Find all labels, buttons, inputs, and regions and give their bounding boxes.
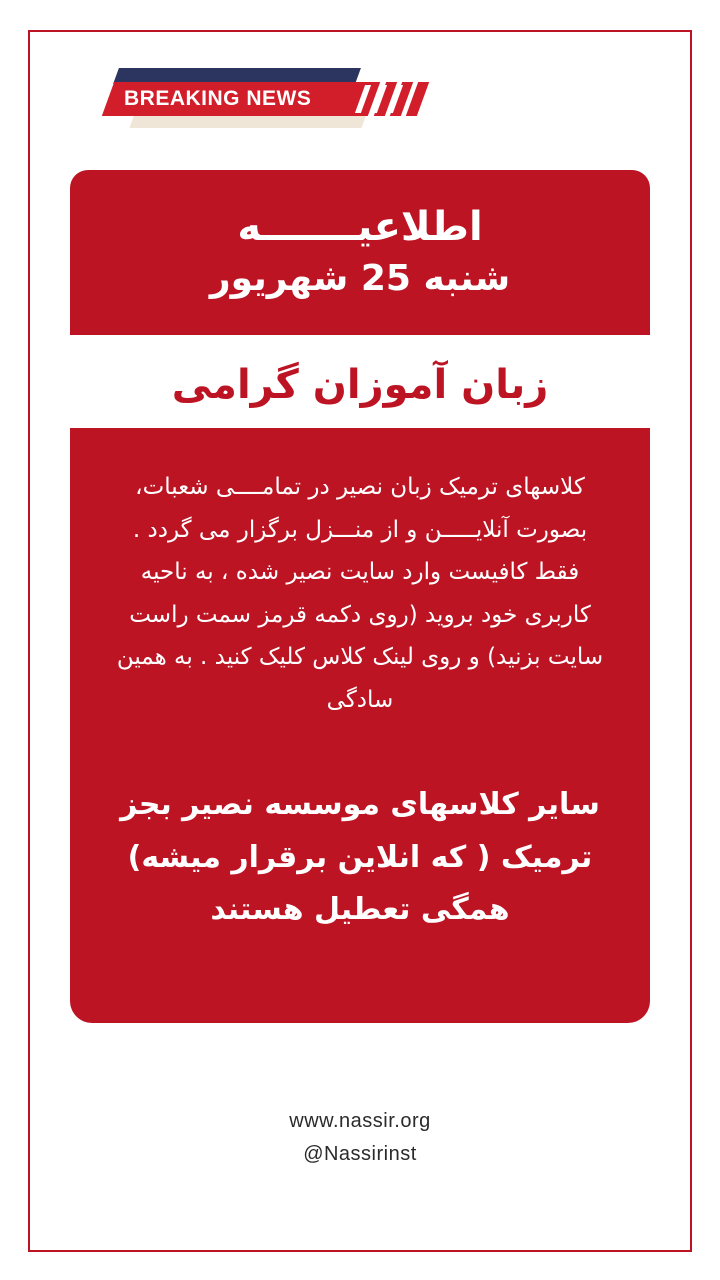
headline-date: شنبه 25 شهریور: [209, 258, 511, 300]
banner-label: BREAKING NEWS: [124, 87, 312, 110]
body-paragraph-1: کلاسهای ترمیک زبان نصیر در تمامــــی شعبات، بصورت آنلایـــــن و از منـــزل برگزار می گردد .: [132, 474, 588, 543]
banner-cream-stripe: [129, 114, 366, 128]
announcement-body: [70, 428, 650, 1023]
footer-social-handle[interactable]: @Nassirinst: [303, 1143, 417, 1165]
headline-block: [70, 170, 650, 335]
footer: [0, 1110, 720, 1166]
body-emphasis: سایر کلاسهای موسسه نصیر بجز ترمیک ( که انلاین برقرار میشه) همگی تعطیل هستند: [120, 787, 600, 928]
body-paragraph-2: فقط کافیست وارد سایت نصیر شده ، به ناحیه کاربری خود بروید (روی دکمه قرمز سمت راست سایت بزنید) و روی لینک کلاس کلیک کنید . به همین سادگی: [116, 559, 604, 713]
breaking-news-banner: [108, 68, 408, 130]
headline-title: اطلاعیـــــــه: [237, 204, 483, 251]
footer-website[interactable]: www.nassir.org: [289, 1110, 431, 1132]
greeting-text: زبان آموزان گرامی: [171, 362, 549, 408]
